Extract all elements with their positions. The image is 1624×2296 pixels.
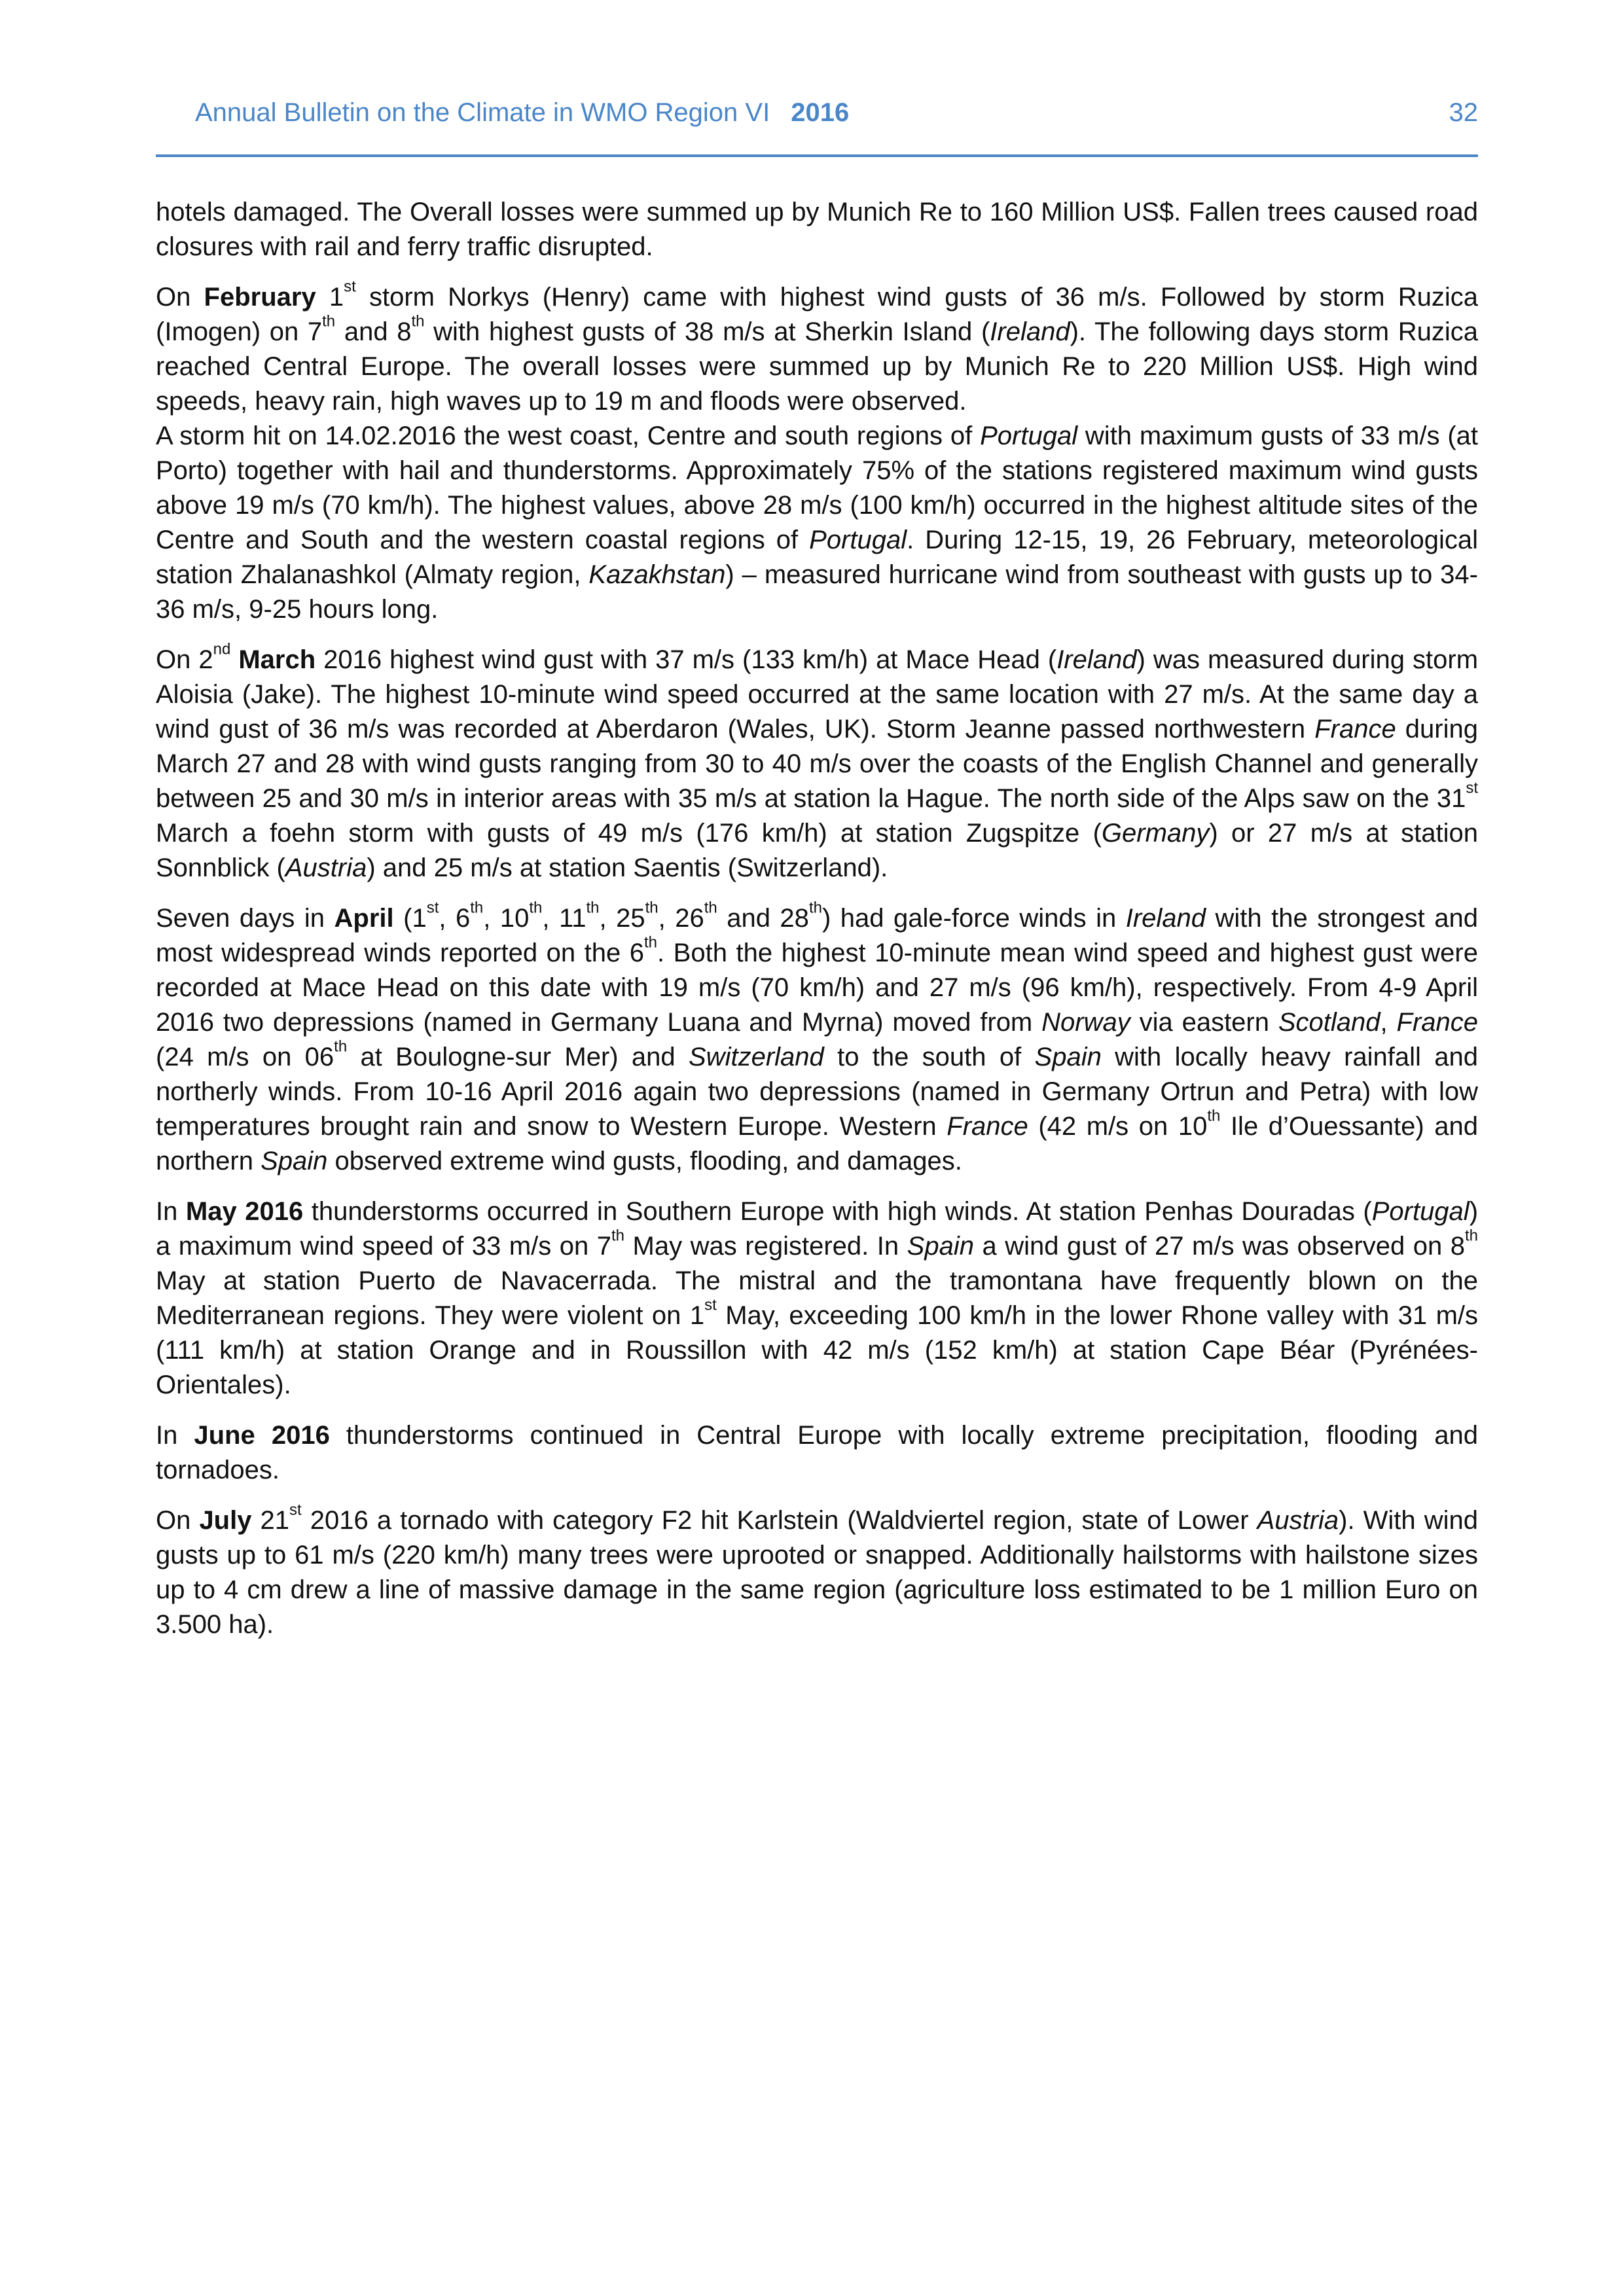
ordinal-suffix: th (1465, 1227, 1479, 1245)
text-run: , 25 (599, 904, 645, 933)
page-header (156, 90, 1478, 134)
text-run: 1 (316, 283, 344, 312)
text-run: , 6 (439, 904, 471, 933)
ordinal-suffix: st (704, 1296, 717, 1314)
ordinal-suffix: th (586, 899, 600, 917)
text-run: , (1380, 1008, 1397, 1037)
italic-text: Portugal (980, 422, 1078, 450)
text-run: to the south of (823, 1043, 1035, 1071)
text-run: ) had gale-force winds in (821, 904, 1126, 933)
text-run: On (156, 1506, 200, 1535)
text-run: ) or 27 m/s at station Sonnblick ( (156, 819, 1478, 882)
text-run: thunderstorms continued in Central Europe with locally extreme precipitation, flooding and tornadoes. (156, 1421, 1478, 1484)
italic-text: Norway (1041, 1008, 1130, 1037)
italic-text: Switzerland (689, 1043, 824, 1071)
text-run: , 10 (483, 904, 530, 933)
text-run: with locally heavy rainfall and northerly winds. From 10-16 April 2016 again two depressions (named in Germany Ortrun and Petra) with low temperatures brought rain and snow to Western Europe. Western (156, 1043, 1478, 1141)
text-run: March a foehn storm with gusts of 49 m/s (176 km/h) at station Zugspitze ( (156, 819, 1102, 848)
italic-text: Kazakhstan (588, 560, 726, 589)
text-run: May, exceeding 100 km/h in the lower Rhone valley with 31 m/s (111 km/h) at station Orange and in Roussillon with 42 m/s (152 km/h) at station Cape Béar (Pyrénées-Orientales). (156, 1301, 1478, 1399)
ordinal-suffix: st (426, 899, 439, 917)
text-run: ). With wind gusts up to 61 m/s (220 km/h) many trees were uprooted or snapped. Additionally hailstorms with hailstone sizes up to 4 cm drew a line of massive damage in the same region (agriculture loss estimated to be 1 million Euro on 3.500 ha). (156, 1506, 1478, 1639)
text-run: In (156, 1197, 186, 1226)
text-run: ) a maximum wind speed of 33 m/s on 7 (156, 1197, 1479, 1261)
text-run: , 11 (542, 904, 586, 933)
text-run: On 2 (156, 645, 213, 674)
text-run: ) was measured during storm Aloisia (Jake). The highest 10-minute wind speed occurred at the same location with 27 m/s. At the same day a wind gust of 36 m/s was recorded at Aberdaron (Wales, UK). Storm Jeanne passed northwestern (156, 645, 1479, 744)
text-run: . Both the highest 10-minute mean wind speed and highest gust were recorded at Mace Head on this date with 19 m/s (70 km/h) and 27 m/s (96 km/h), respectively. From 4-9 April 2016 two depressions (named in Germany Luana and Myrna) moved from (156, 939, 1478, 1037)
ordinal-suffix: th (645, 899, 659, 917)
italic-text: Spain (907, 1232, 974, 1261)
italic-text: Portugal (1371, 1197, 1470, 1226)
text-run: On (156, 283, 204, 312)
italic-text: Ireland (990, 317, 1070, 346)
header-rule (156, 154, 1478, 157)
text-run: May at station Puerto de Navacerrada. The mistral and the tramontana have frequently blown on the Mediterranean regions. They were violent on 1 (156, 1266, 1478, 1330)
ordinal-suffix: th (470, 899, 484, 917)
italic-text: France (1396, 1008, 1479, 1037)
text-run: via eastern (1130, 1008, 1278, 1037)
paragraph-p7 (156, 1418, 1478, 1488)
ordinal-suffix: th (704, 899, 717, 917)
text-run: a wind gust of 27 m/s was observed on 8 (973, 1232, 1465, 1261)
bold-text: April (334, 904, 394, 933)
text-run: ) – measured hurricane wind from southeast with gusts up to 34-36 m/s, 9-25 hours long. (156, 560, 1478, 624)
italic-text: Spain (261, 1147, 328, 1175)
text-run: May was registered. In (624, 1232, 907, 1261)
text-run: Seven days in (156, 904, 334, 933)
body-text (156, 195, 1478, 1658)
text-run (230, 645, 238, 674)
ordinal-suffix: st (1466, 779, 1478, 797)
italic-text: Ireland (1125, 904, 1206, 933)
text-run: A storm hit on 14.02.2016 the west coast, Centre and south regions of (156, 422, 981, 450)
bold-text: June 2016 (194, 1421, 330, 1450)
paragraph-p6 (156, 1194, 1478, 1403)
bold-text: March (238, 645, 316, 674)
italic-text: France (947, 1112, 1028, 1141)
italic-text: Portugal (809, 526, 907, 554)
running-title (195, 98, 849, 128)
bold-text: July (199, 1506, 252, 1535)
text-run: and 28 (717, 904, 809, 933)
text-run: 2016 highest wind gust with 37 m/s (133 km/h) at Mace Head ( (316, 645, 1057, 674)
text-run: observed extreme wind gusts, flooding, and damages. (327, 1147, 962, 1175)
text-run: Ile d’Ouessante) and northern (156, 1112, 1479, 1175)
ordinal-suffix: st (289, 1501, 302, 1519)
paragraph-p4 (156, 640, 1479, 886)
page-number: 32 (1449, 98, 1478, 127)
text-run: 2016 a tornado with category F2 hit Karlstein (Waldviertel region, state of Lower (301, 1506, 1257, 1535)
text-run: , 26 (658, 904, 704, 933)
paragraph-p1 (156, 195, 1478, 264)
italic-text: Austria (1257, 1506, 1339, 1535)
italic-text: Spain (1034, 1043, 1102, 1071)
text-run: (42 m/s on 10 (1028, 1112, 1208, 1141)
ordinal-suffix: th (808, 899, 822, 917)
text-run: with the strongest and most widespread winds reported on the 6 (156, 904, 1478, 967)
paragraph-p8 (156, 1503, 1478, 1642)
italic-text: France (1314, 715, 1396, 744)
text-run: ) and 25 m/s at station Saentis (Switzerland). (367, 853, 888, 882)
ordinal-suffix: th (644, 933, 658, 952)
text-run: (1 (393, 904, 427, 933)
paragraph-p2 (156, 280, 1478, 419)
text-run: at Boulogne-sur Mer) and (347, 1043, 689, 1071)
text-run: In (156, 1421, 194, 1450)
bulletin-title: Annual Bulletin on the Climate in WMO Region VI (195, 98, 770, 127)
italic-text: Austria (285, 853, 367, 882)
ordinal-suffix: nd (213, 640, 231, 658)
text-run: storm Norkys (Henry) came with highest wind gusts of 36 m/s. Followed by storm Ruzica (Imogen) on 7 (156, 283, 1479, 346)
paragraph-p5 (156, 901, 1478, 1179)
ordinal-suffix: st (344, 278, 356, 296)
ordinal-suffix: th (411, 312, 425, 331)
text-run: with maximum gusts of 33 m/s (at Porto) together with hail and thunderstorms. Approximately 75% of the stations registered maximum wind gusts above 19 m/s (70 km/h). The highest values, above 28 m/s (100 km/h) occurred in the highest altitude sites of the Centre and South and the western coastal regions of (156, 422, 1478, 554)
text-run: 21 (251, 1506, 290, 1535)
text-run: . During 12-15, 19, 26 February, meteorological station Zhalanashkol (Almaty region, (156, 526, 1478, 589)
bulletin-year: 2016 (791, 98, 850, 127)
bold-text: February (204, 283, 316, 312)
italic-text: Germany (1101, 819, 1210, 848)
italic-text: Ireland (1056, 645, 1137, 674)
ordinal-suffix: th (529, 899, 543, 917)
italic-text: Scotland (1278, 1008, 1380, 1037)
text-run: ). The following days storm Ruzica reached Central Europe. The overall losses were summed up by Munich Re to 220 Million US$. High wind speeds, heavy rain, high waves up to 19 m and floods were observed. (156, 317, 1478, 416)
text-run: hotels damaged. The Overall losses were summed up by Munich Re to 160 Million US$. Fallen trees caused road closures with rail and ferry traffic disrupted. (156, 198, 1478, 261)
ordinal-suffix: th (611, 1227, 625, 1245)
ordinal-suffix: th (334, 1037, 348, 1056)
text-run: and 8 (335, 317, 412, 346)
paragraph-p3 (156, 419, 1478, 627)
bold-text: May 2016 (185, 1197, 304, 1226)
ordinal-suffix: th (1207, 1107, 1221, 1125)
text-run: thunderstorms occurred in Southern Europe with high winds. At station Penhas Douradas ( (303, 1197, 1372, 1226)
ordinal-suffix: th (322, 312, 336, 331)
text-run: with highest gusts of 38 m/s at Sherkin Island ( (424, 317, 990, 346)
text-run: (24 m/s on 06 (156, 1043, 334, 1071)
text-run: during March 27 and 28 with wind gusts ranging from 30 to 40 m/s over the coasts of the English Channel and generally between 25 and 30 m/s in interior areas with 35 m/s at station la Hague. The north side of the Alps saw on the 31 (156, 715, 1479, 813)
